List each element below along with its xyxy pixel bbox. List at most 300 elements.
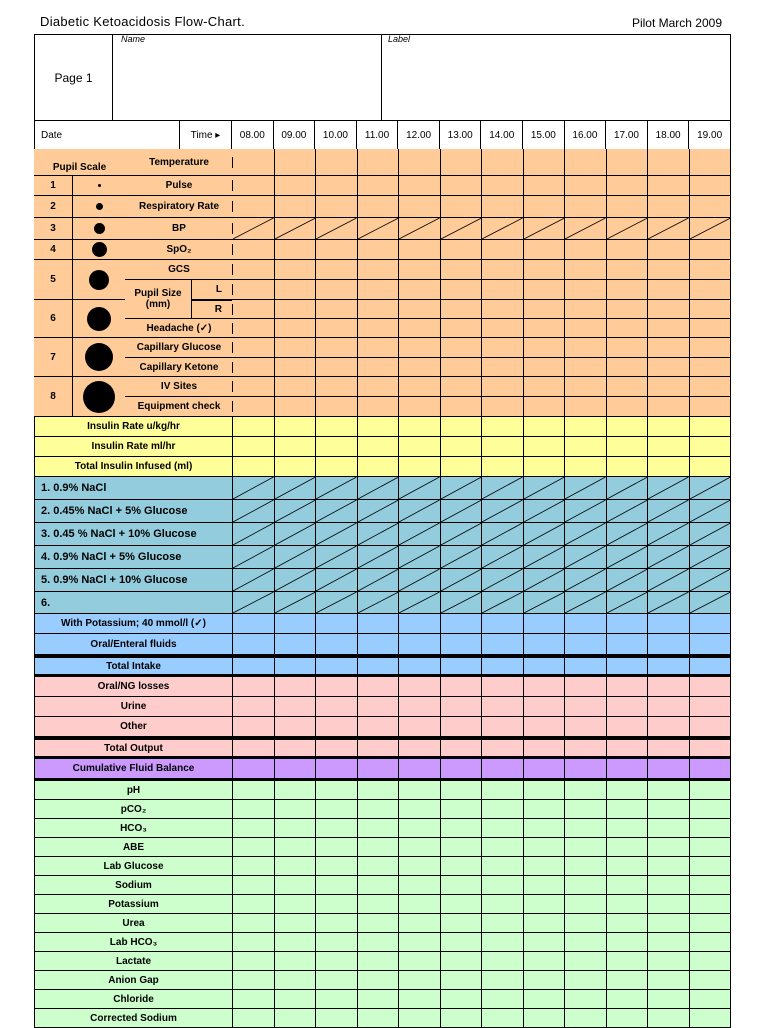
entry-cell[interactable] [316, 569, 358, 591]
entry-cell[interactable] [690, 176, 732, 195]
entry-cell[interactable] [524, 377, 566, 396]
entry-cell[interactable] [524, 614, 566, 633]
entry-cell[interactable] [358, 857, 400, 875]
entry-cell[interactable] [358, 240, 400, 259]
entry-cell[interactable] [441, 876, 483, 894]
entry-cell[interactable] [358, 569, 400, 591]
entry-cell[interactable] [482, 819, 524, 837]
entry-cell[interactable] [524, 338, 566, 357]
entry-cell[interactable] [358, 397, 400, 416]
entry-cell[interactable] [316, 895, 358, 913]
entry-cell[interactable] [399, 523, 441, 545]
entry-cell[interactable] [275, 417, 317, 436]
entry-cell[interactable] [648, 260, 690, 279]
entry-cell[interactable] [607, 914, 649, 932]
entry-cell[interactable] [316, 1009, 358, 1027]
entry-cell[interactable] [233, 1009, 275, 1027]
entry-cell[interactable] [441, 1009, 483, 1027]
entry-cell[interactable] [441, 319, 483, 337]
entry-cell[interactable] [565, 523, 607, 545]
entry-cell[interactable] [233, 240, 275, 259]
entry-cell[interactable] [607, 500, 649, 522]
entry-cell[interactable] [233, 990, 275, 1008]
entry-cell[interactable] [524, 857, 566, 875]
entry-cell[interactable] [399, 819, 441, 837]
entry-cell[interactable] [399, 338, 441, 357]
entry-cell[interactable] [607, 338, 649, 357]
entry-cell[interactable] [690, 338, 732, 357]
entry-cell[interactable] [358, 319, 400, 337]
entry-cell[interactable] [316, 358, 358, 376]
entry-cell[interactable] [524, 952, 566, 970]
entry-cell[interactable] [399, 614, 441, 633]
entry-cell[interactable] [648, 876, 690, 894]
entry-cell[interactable] [275, 569, 317, 591]
entry-cell[interactable] [358, 196, 400, 217]
entry-cell[interactable] [275, 437, 317, 456]
entry-cell[interactable] [607, 895, 649, 913]
entry-cell[interactable] [275, 971, 317, 989]
entry-cell[interactable] [316, 437, 358, 456]
entry-cell[interactable] [648, 240, 690, 259]
entry-cell[interactable] [233, 614, 275, 633]
entry-cell[interactable] [275, 260, 317, 279]
entry-cell[interactable] [690, 523, 732, 545]
entry-cell[interactable] [524, 240, 566, 259]
entry-cell[interactable] [316, 196, 358, 217]
entry-cell[interactable] [565, 417, 607, 436]
entry-cell[interactable] [275, 876, 317, 894]
entry-cell[interactable] [399, 546, 441, 568]
entry-cell[interactable] [441, 437, 483, 456]
entry-cell[interactable] [441, 800, 483, 818]
entry-cell[interactable] [524, 677, 566, 696]
entry-cell[interactable] [565, 196, 607, 217]
entry-cell[interactable] [482, 614, 524, 633]
entry-cell[interactable] [524, 971, 566, 989]
entry-cell[interactable] [524, 149, 566, 175]
entry-cell[interactable] [358, 800, 400, 818]
entry-cell[interactable] [690, 933, 732, 951]
entry-cell[interactable] [441, 952, 483, 970]
entry-cell[interactable] [275, 819, 317, 837]
entry-cell[interactable] [399, 260, 441, 279]
entry-cell[interactable] [690, 358, 732, 376]
entry-cell[interactable] [482, 800, 524, 818]
entry-cell[interactable] [690, 857, 732, 875]
entry-cell[interactable] [441, 759, 483, 778]
entry-cell[interactable] [358, 149, 400, 175]
entry-cell[interactable] [441, 300, 483, 318]
entry-cell[interactable] [399, 952, 441, 970]
entry-cell[interactable] [275, 1009, 317, 1027]
entry-cell[interactable] [358, 437, 400, 456]
entry-cell[interactable] [441, 149, 483, 175]
entry-cell[interactable] [565, 500, 607, 522]
entry-cell[interactable] [607, 417, 649, 436]
entry-cell[interactable] [524, 196, 566, 217]
entry-cell[interactable] [233, 477, 275, 499]
entry-cell[interactable] [275, 500, 317, 522]
entry-cell[interactable] [524, 1009, 566, 1027]
entry-cell[interactable] [690, 614, 732, 633]
entry-cell[interactable] [441, 677, 483, 696]
entry-cell[interactable] [565, 218, 607, 239]
entry-cell[interactable] [233, 377, 275, 396]
entry-cell[interactable] [316, 592, 358, 613]
entry-cell[interactable] [482, 634, 524, 654]
entry-cell[interactable] [316, 990, 358, 1008]
entry-cell[interactable] [441, 477, 483, 499]
entry-cell[interactable] [358, 176, 400, 195]
entry-cell[interactable] [275, 240, 317, 259]
entry-cell[interactable] [524, 546, 566, 568]
entry-cell[interactable] [524, 759, 566, 778]
entry-cell[interactable] [275, 218, 317, 239]
entry-cell[interactable] [358, 300, 400, 318]
entry-cell[interactable] [233, 838, 275, 856]
entry-cell[interactable] [316, 300, 358, 318]
entry-cell[interactable] [690, 457, 732, 476]
entry-cell[interactable] [275, 592, 317, 613]
entry-cell[interactable] [441, 781, 483, 799]
entry-cell[interactable] [399, 759, 441, 778]
entry-cell[interactable] [399, 377, 441, 396]
entry-cell[interactable] [275, 952, 317, 970]
entry-cell[interactable] [648, 952, 690, 970]
entry-cell[interactable] [524, 800, 566, 818]
entry-cell[interactable] [358, 377, 400, 396]
entry-cell[interactable] [358, 338, 400, 357]
entry-cell[interactable] [275, 614, 317, 633]
entry-cell[interactable] [648, 677, 690, 696]
entry-cell[interactable] [441, 240, 483, 259]
entry-cell[interactable] [358, 952, 400, 970]
entry-cell[interactable] [233, 457, 275, 476]
entry-cell[interactable] [316, 176, 358, 195]
entry-cell[interactable] [524, 697, 566, 716]
entry-cell[interactable] [565, 697, 607, 716]
entry-cell[interactable] [607, 1009, 649, 1027]
entry-cell[interactable] [482, 319, 524, 337]
entry-cell[interactable] [482, 377, 524, 396]
entry-cell[interactable] [358, 280, 400, 299]
entry-cell[interactable] [690, 876, 732, 894]
entry-cell[interactable] [648, 218, 690, 239]
entry-cell[interactable] [565, 569, 607, 591]
entry-cell[interactable] [648, 176, 690, 195]
entry-cell[interactable] [648, 569, 690, 591]
entry-cell[interactable] [607, 952, 649, 970]
entry-cell[interactable] [441, 280, 483, 299]
entry-cell[interactable] [358, 457, 400, 476]
entry-cell[interactable] [607, 377, 649, 396]
entry-cell[interactable] [607, 800, 649, 818]
entry-cell[interactable] [524, 457, 566, 476]
entry-cell[interactable] [441, 338, 483, 357]
entry-cell[interactable] [441, 523, 483, 545]
entry-cell[interactable] [648, 196, 690, 217]
entry-cell[interactable] [565, 477, 607, 499]
entry-cell[interactable] [482, 523, 524, 545]
entry-cell[interactable] [482, 838, 524, 856]
entry-cell[interactable] [233, 218, 275, 239]
entry-cell[interactable] [233, 658, 275, 674]
entry-cell[interactable] [690, 196, 732, 217]
entry-cell[interactable] [524, 300, 566, 318]
entry-cell[interactable] [275, 740, 317, 756]
entry-cell[interactable] [565, 614, 607, 633]
entry-cell[interactable] [275, 358, 317, 376]
entry-cell[interactable] [233, 260, 275, 279]
entry-cell[interactable] [482, 300, 524, 318]
entry-cell[interactable] [565, 457, 607, 476]
entry-cell[interactable] [441, 592, 483, 613]
entry-cell[interactable] [399, 800, 441, 818]
entry-cell[interactable] [399, 240, 441, 259]
entry-cell[interactable] [690, 218, 732, 239]
entry-cell[interactable] [524, 634, 566, 654]
entry-cell[interactable] [607, 759, 649, 778]
entry-cell[interactable] [524, 280, 566, 299]
entry-cell[interactable] [441, 658, 483, 674]
entry-cell[interactable] [648, 971, 690, 989]
entry-cell[interactable] [607, 196, 649, 217]
entry-cell[interactable] [275, 800, 317, 818]
entry-cell[interactable] [482, 1009, 524, 1027]
entry-cell[interactable] [648, 895, 690, 913]
entry-cell[interactable] [482, 260, 524, 279]
entry-cell[interactable] [316, 319, 358, 337]
entry-cell[interactable] [607, 933, 649, 951]
entry-cell[interactable] [358, 971, 400, 989]
entry-cell[interactable] [399, 176, 441, 195]
entry-cell[interactable] [524, 895, 566, 913]
entry-cell[interactable] [648, 377, 690, 396]
entry-cell[interactable] [441, 196, 483, 217]
entry-cell[interactable] [316, 740, 358, 756]
entry-cell[interactable] [565, 437, 607, 456]
entry-cell[interactable] [316, 857, 358, 875]
entry-cell[interactable] [399, 500, 441, 522]
entry-cell[interactable] [648, 1009, 690, 1027]
entry-cell[interactable] [690, 990, 732, 1008]
entry-cell[interactable] [648, 417, 690, 436]
entry-cell[interactable] [607, 592, 649, 613]
entry-cell[interactable] [399, 457, 441, 476]
entry-cell[interactable] [690, 280, 732, 299]
entry-cell[interactable] [607, 523, 649, 545]
entry-cell[interactable] [482, 500, 524, 522]
entry-cell[interactable] [607, 437, 649, 456]
entry-cell[interactable] [316, 477, 358, 499]
entry-cell[interactable] [524, 717, 566, 736]
entry-cell[interactable] [275, 634, 317, 654]
entry-cell[interactable] [316, 658, 358, 674]
entry-cell[interactable] [648, 457, 690, 476]
entry-cell[interactable] [233, 149, 275, 175]
entry-cell[interactable] [441, 614, 483, 633]
entry-cell[interactable] [316, 614, 358, 633]
entry-cell[interactable] [441, 933, 483, 951]
entry-cell[interactable] [316, 280, 358, 299]
entry-cell[interactable] [399, 740, 441, 756]
entry-cell[interactable] [358, 260, 400, 279]
entry-cell[interactable] [316, 149, 358, 175]
entry-cell[interactable] [648, 800, 690, 818]
entry-cell[interactable] [524, 933, 566, 951]
entry-cell[interactable] [565, 781, 607, 799]
entry-cell[interactable] [565, 592, 607, 613]
entry-cell[interactable] [275, 280, 317, 299]
entry-cell[interactable] [565, 819, 607, 837]
entry-cell[interactable] [524, 838, 566, 856]
entry-cell[interactable] [648, 658, 690, 674]
entry-cell[interactable] [316, 914, 358, 932]
entry-cell[interactable] [482, 717, 524, 736]
entry-cell[interactable] [399, 592, 441, 613]
entry-cell[interactable] [648, 914, 690, 932]
entry-cell[interactable] [565, 358, 607, 376]
entry-cell[interactable] [358, 417, 400, 436]
entry-cell[interactable] [524, 876, 566, 894]
entry-cell[interactable] [482, 457, 524, 476]
entry-cell[interactable] [233, 914, 275, 932]
entry-cell[interactable] [607, 218, 649, 239]
entry-cell[interactable] [482, 759, 524, 778]
entry-cell[interactable] [607, 677, 649, 696]
entry-cell[interactable] [399, 477, 441, 499]
entry-cell[interactable] [482, 280, 524, 299]
entry-cell[interactable] [399, 838, 441, 856]
entry-cell[interactable] [607, 569, 649, 591]
entry-cell[interactable] [275, 196, 317, 217]
entry-cell[interactable] [565, 280, 607, 299]
entry-cell[interactable] [482, 658, 524, 674]
entry-cell[interactable] [275, 319, 317, 337]
entry-cell[interactable] [399, 895, 441, 913]
entry-cell[interactable] [233, 895, 275, 913]
entry-cell[interactable] [607, 260, 649, 279]
entry-cell[interactable] [690, 417, 732, 436]
entry-cell[interactable] [441, 358, 483, 376]
entry-cell[interactable] [233, 634, 275, 654]
entry-cell[interactable] [275, 697, 317, 716]
entry-cell[interactable] [233, 759, 275, 778]
entry-cell[interactable] [607, 358, 649, 376]
entry-cell[interactable] [690, 838, 732, 856]
entry-cell[interactable] [358, 614, 400, 633]
entry-cell[interactable] [441, 990, 483, 1008]
entry-cell[interactable] [565, 876, 607, 894]
entry-cell[interactable] [482, 240, 524, 259]
entry-cell[interactable] [275, 914, 317, 932]
entry-cell[interactable] [524, 740, 566, 756]
entry-cell[interactable] [275, 300, 317, 318]
entry-cell[interactable] [316, 876, 358, 894]
entry-cell[interactable] [524, 914, 566, 932]
entry-cell[interactable] [482, 149, 524, 175]
entry-cell[interactable] [607, 781, 649, 799]
entry-cell[interactable] [399, 781, 441, 799]
entry-cell[interactable] [648, 857, 690, 875]
entry-cell[interactable] [399, 280, 441, 299]
entry-cell[interactable] [690, 634, 732, 654]
entry-cell[interactable] [524, 500, 566, 522]
entry-cell[interactable] [275, 677, 317, 696]
entry-cell[interactable] [316, 800, 358, 818]
entry-cell[interactable] [275, 523, 317, 545]
entry-cell[interactable] [358, 990, 400, 1008]
entry-cell[interactable] [565, 838, 607, 856]
entry-cell[interactable] [441, 895, 483, 913]
entry-cell[interactable] [565, 759, 607, 778]
entry-cell[interactable] [233, 876, 275, 894]
entry-cell[interactable] [233, 819, 275, 837]
entry-cell[interactable] [565, 260, 607, 279]
entry-cell[interactable] [524, 658, 566, 674]
entry-cell[interactable] [316, 781, 358, 799]
entry-cell[interactable] [607, 397, 649, 416]
entry-cell[interactable] [441, 397, 483, 416]
entry-cell[interactable] [233, 857, 275, 875]
entry-cell[interactable] [482, 358, 524, 376]
entry-cell[interactable] [607, 176, 649, 195]
entry-cell[interactable] [233, 176, 275, 195]
entry-cell[interactable] [482, 338, 524, 357]
entry-cell[interactable] [565, 677, 607, 696]
entry-cell[interactable] [690, 717, 732, 736]
entry-cell[interactable] [648, 437, 690, 456]
entry-cell[interactable] [690, 377, 732, 396]
entry-cell[interactable] [565, 895, 607, 913]
entry-cell[interactable] [358, 658, 400, 674]
entry-cell[interactable] [233, 781, 275, 799]
entry-cell[interactable] [233, 740, 275, 756]
entry-cell[interactable] [565, 914, 607, 932]
entry-cell[interactable] [441, 740, 483, 756]
entry-cell[interactable] [690, 569, 732, 591]
entry-cell[interactable] [524, 218, 566, 239]
entry-cell[interactable] [607, 457, 649, 476]
entry-cell[interactable] [316, 260, 358, 279]
entry-cell[interactable] [358, 477, 400, 499]
entry-cell[interactable] [648, 338, 690, 357]
entry-cell[interactable] [275, 781, 317, 799]
entry-cell[interactable] [565, 240, 607, 259]
entry-cell[interactable] [690, 759, 732, 778]
entry-cell[interactable] [233, 338, 275, 357]
entry-cell[interactable] [441, 838, 483, 856]
entry-cell[interactable] [690, 437, 732, 456]
entry-cell[interactable] [316, 819, 358, 837]
entry-cell[interactable] [233, 933, 275, 951]
entry-cell[interactable] [399, 196, 441, 217]
entry-cell[interactable] [607, 546, 649, 568]
entry-cell[interactable] [690, 500, 732, 522]
entry-cell[interactable] [233, 437, 275, 456]
entry-cell[interactable] [358, 914, 400, 932]
entry-cell[interactable] [565, 971, 607, 989]
entry-cell[interactable] [482, 569, 524, 591]
entry-cell[interactable] [358, 895, 400, 913]
entry-cell[interactable] [565, 397, 607, 416]
entry-cell[interactable] [316, 759, 358, 778]
entry-cell[interactable] [690, 800, 732, 818]
entry-cell[interactable] [524, 819, 566, 837]
entry-cell[interactable] [648, 634, 690, 654]
entry-cell[interactable] [565, 319, 607, 337]
